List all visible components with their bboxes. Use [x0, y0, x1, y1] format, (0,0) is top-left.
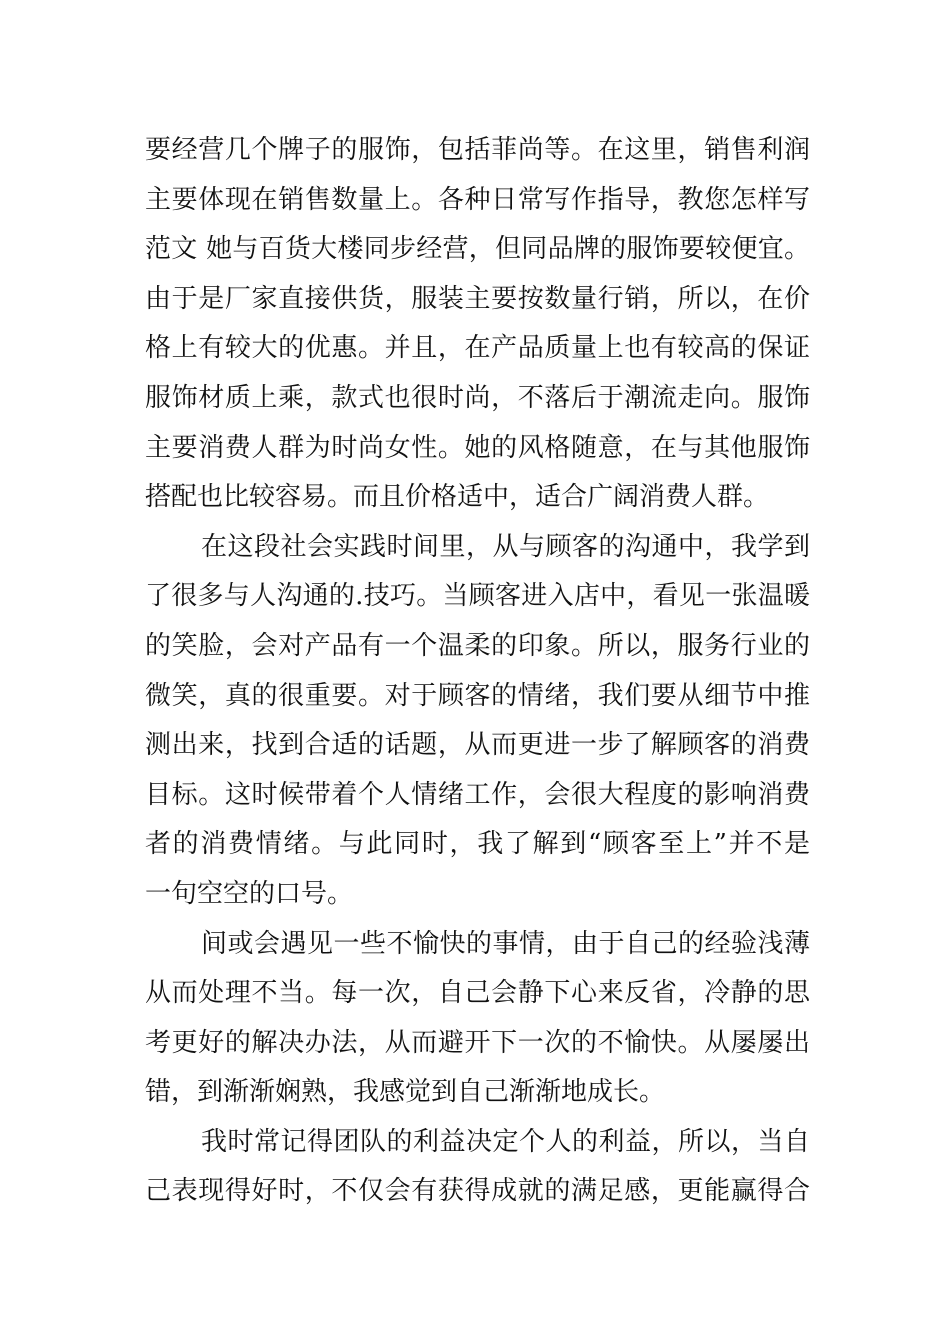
text-line: 者的消费情绪。与此同时，我了解到“顾客至上”并不是: [145, 829, 810, 860]
text-line: 我时常记得团队的利益决定个人的利益，所以，当自: [201, 1126, 810, 1157]
text-line: 己表现得好时，不仅会有获得成就的满足感，更能赢得合: [145, 1176, 810, 1207]
text-line: 服饰材质上乘，款式也很时尚，不落后于潮流走向。服饰: [145, 382, 810, 413]
text-line: 了很多与人沟通的.技巧。当顾客进入店中，看见一张温暖: [145, 581, 810, 612]
text-line: 格上有较大的优惠。并且，在产品质量上也有较高的保证: [145, 333, 810, 364]
text-line: 考更好的解决办法，从而避开下一次的不愉快。从屡屡出: [145, 1027, 810, 1058]
document-body: [145, 126, 810, 1217]
text-line: 主要体现在销售数量上。各种日常写作指导，教您怎样写: [145, 184, 810, 215]
text-line: 一句空空的口号。: [145, 878, 354, 909]
text-line: 从而处理不当。每一次，自己会静下心来反省，冷静的思: [145, 978, 810, 1009]
text-line: 目标。这时候带着个人情绪工作，会很大程度的影响消费: [145, 779, 810, 810]
text-line: 的笑脸，会对产品有一个温柔的印象。所以，服务行业的: [145, 630, 810, 661]
text-line: 错，到渐渐娴熟，我感觉到自己渐渐地成长。: [145, 1077, 666, 1108]
text-line: 要经营几个牌子的服饰，包括菲尚等。在这里，销售利润: [145, 135, 810, 165]
text-line: 在这段社会实践时间里，从与顾客的沟通中，我学到: [201, 531, 810, 562]
text-line: 间或会遇见一些不愉快的事情，由于自己的经验浅薄: [201, 928, 810, 959]
text-line: 微笑，真的很重要。对于顾客的情绪，我们要从细节中推: [145, 680, 810, 711]
text-line: 由于是厂家直接供货，服装主要按数量行销，所以，在价: [145, 283, 810, 314]
text-line: 范文 她与百货大楼同步经营，但同品牌的服饰要较便宜。: [145, 234, 810, 265]
text-line: 测出来，找到合适的话题，从而更进一步了解顾客的消费: [145, 730, 810, 761]
text-line: 主要消费人群为时尚女性。她的风格随意，在与其他服饰: [145, 432, 810, 463]
text-line: 搭配也比较容易。而且价格适中，适合广阔消费人群。: [145, 482, 770, 513]
